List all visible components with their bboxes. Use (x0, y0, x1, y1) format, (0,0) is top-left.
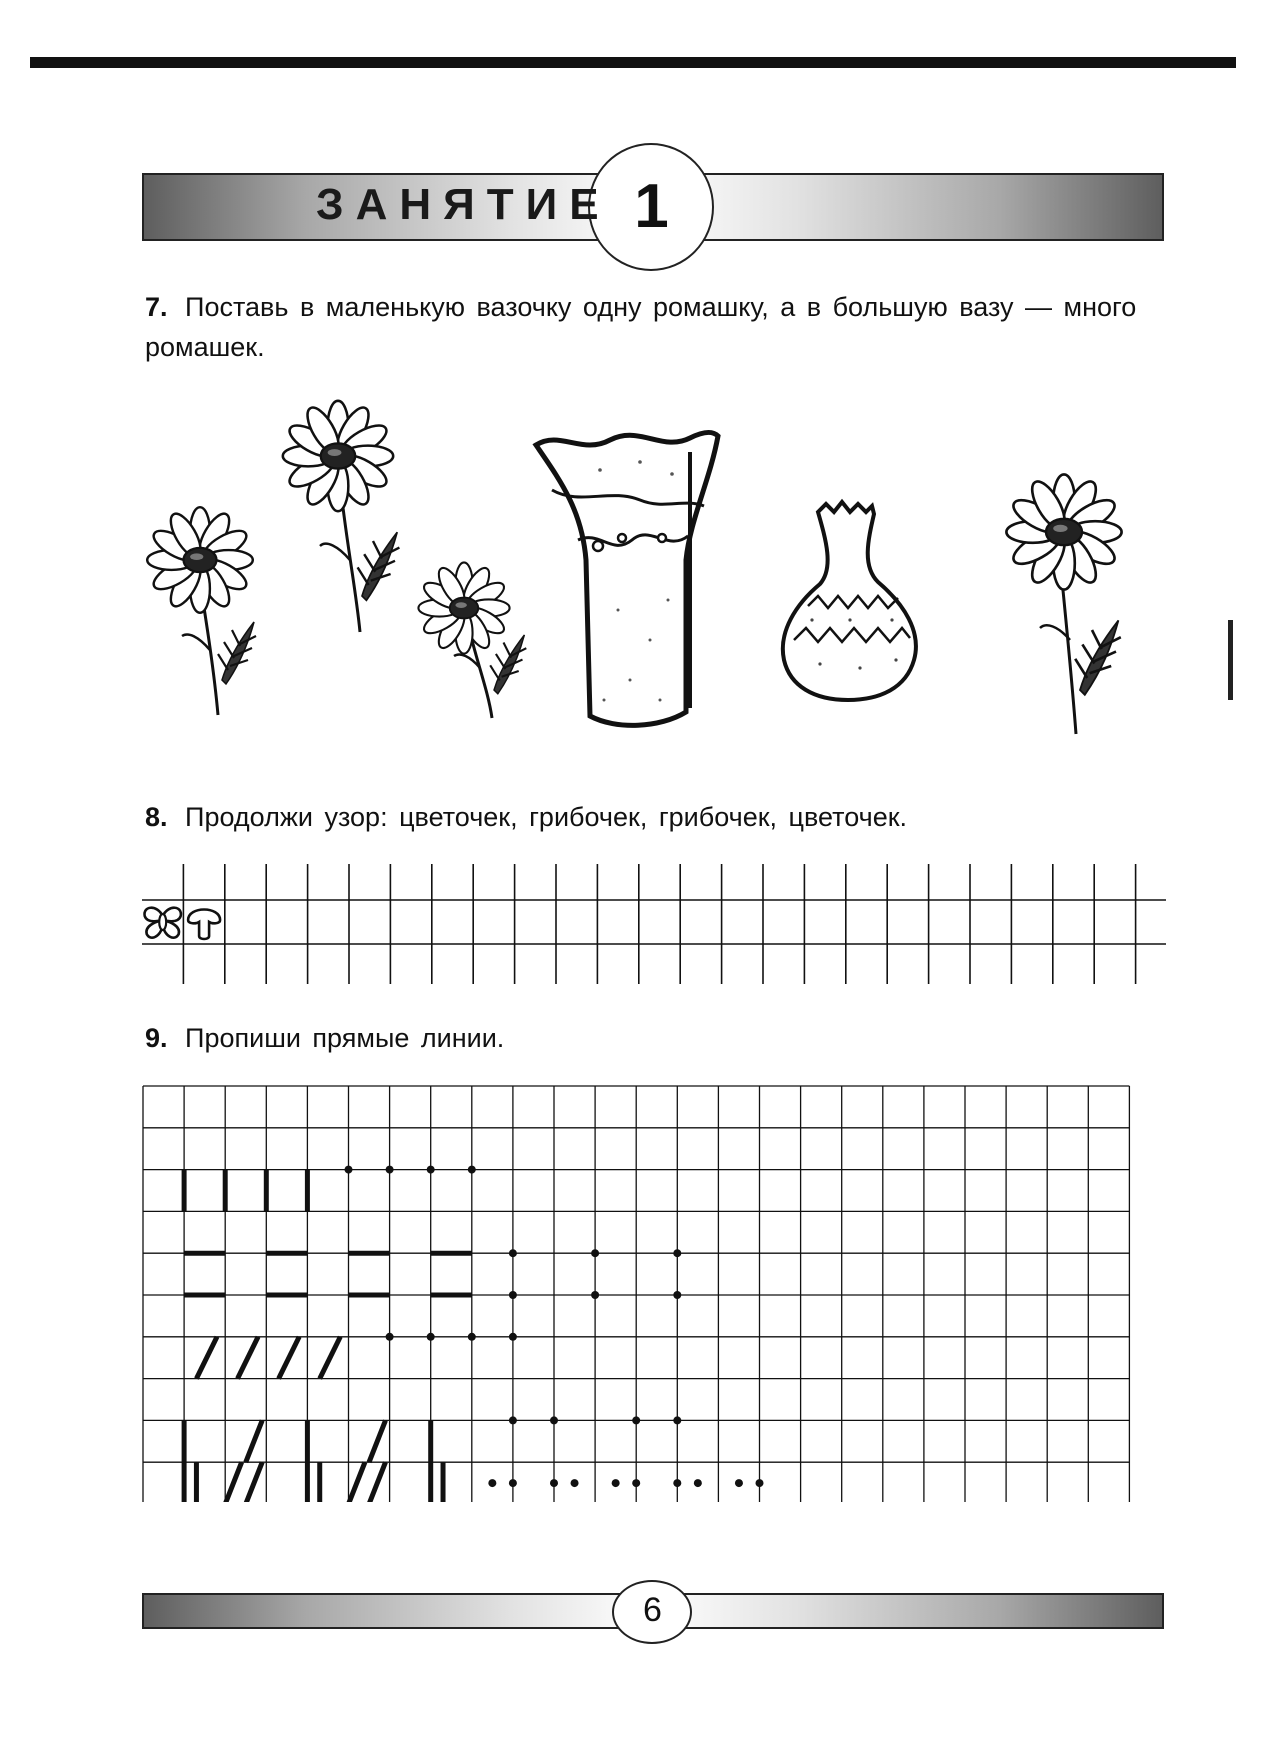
guide-dot (386, 1166, 394, 1174)
guide-dot (756, 1479, 764, 1487)
guide-dot (427, 1333, 435, 1341)
guide-dot (468, 1333, 476, 1341)
task-9-text: Пропиши прямые линии. (185, 1023, 505, 1053)
top-rule (30, 57, 1236, 68)
page-number: 6 (643, 1591, 662, 1629)
guide-dot (694, 1479, 702, 1487)
guide-dot (673, 1416, 681, 1424)
guide-dot (571, 1479, 579, 1487)
mushroom-icon (188, 910, 220, 940)
daisy-3 (418, 562, 526, 718)
flower-icon (145, 908, 181, 938)
guide-dot (488, 1479, 496, 1487)
guide-dot (632, 1479, 640, 1487)
task-8-number: 8. (145, 802, 168, 832)
task-7-text: Поставь в маленькую вазочку одну ромашку, а в большую вазу — много ромашек. (145, 292, 1137, 362)
scan-edge-mark (1228, 620, 1233, 700)
sample-stroke (238, 1337, 259, 1379)
guide-dot (673, 1291, 681, 1299)
guide-dot (735, 1479, 743, 1487)
pattern-grid[interactable] (140, 860, 1170, 988)
daisy-1 (147, 507, 256, 715)
task-9 (145, 1018, 1155, 1058)
guide-dot (550, 1416, 558, 1424)
guide-dot (509, 1291, 517, 1299)
sample-stroke (196, 1337, 217, 1379)
sample-stroke (246, 1420, 262, 1462)
guide-dot (509, 1416, 517, 1424)
guide-dot (591, 1291, 599, 1299)
small-vase (783, 502, 916, 700)
sample-stroke (369, 1462, 385, 1502)
guide-dot (673, 1249, 681, 1257)
task-8-text: Продолжи узор: цветочек, грибочек, грибочек, цветочек. (185, 802, 908, 832)
task-7 (145, 287, 1155, 367)
sample-stroke (320, 1337, 341, 1379)
guide-dot (468, 1166, 476, 1174)
guide-dot (509, 1479, 517, 1487)
sample-stroke (246, 1462, 262, 1502)
lesson-number: 1 (634, 172, 669, 241)
lines-practice-grid[interactable] (140, 1082, 1170, 1502)
daisy-2 (283, 401, 400, 632)
task-8 (145, 797, 1155, 837)
guide-dot (509, 1333, 517, 1341)
guide-dot (612, 1479, 620, 1487)
sample-stroke (369, 1420, 385, 1462)
tall-vase (536, 432, 718, 725)
guide-dot (386, 1333, 394, 1341)
sample-stroke (279, 1337, 300, 1379)
sample-stroke (225, 1462, 241, 1502)
guide-dot (632, 1416, 640, 1424)
guide-dot (345, 1166, 353, 1174)
daisies-and-vases-illustration (140, 388, 1140, 738)
sample-stroke (349, 1462, 365, 1502)
guide-dot (591, 1249, 599, 1257)
guide-dot (550, 1479, 558, 1487)
guide-dot (673, 1479, 681, 1487)
task-9-number: 9. (145, 1023, 168, 1053)
daisy-4 (1006, 474, 1121, 734)
lesson-title: ЗАНЯТИЕ (316, 180, 611, 229)
task-7-number: 7. (145, 292, 168, 322)
guide-dot (509, 1249, 517, 1257)
guide-dot (427, 1166, 435, 1174)
